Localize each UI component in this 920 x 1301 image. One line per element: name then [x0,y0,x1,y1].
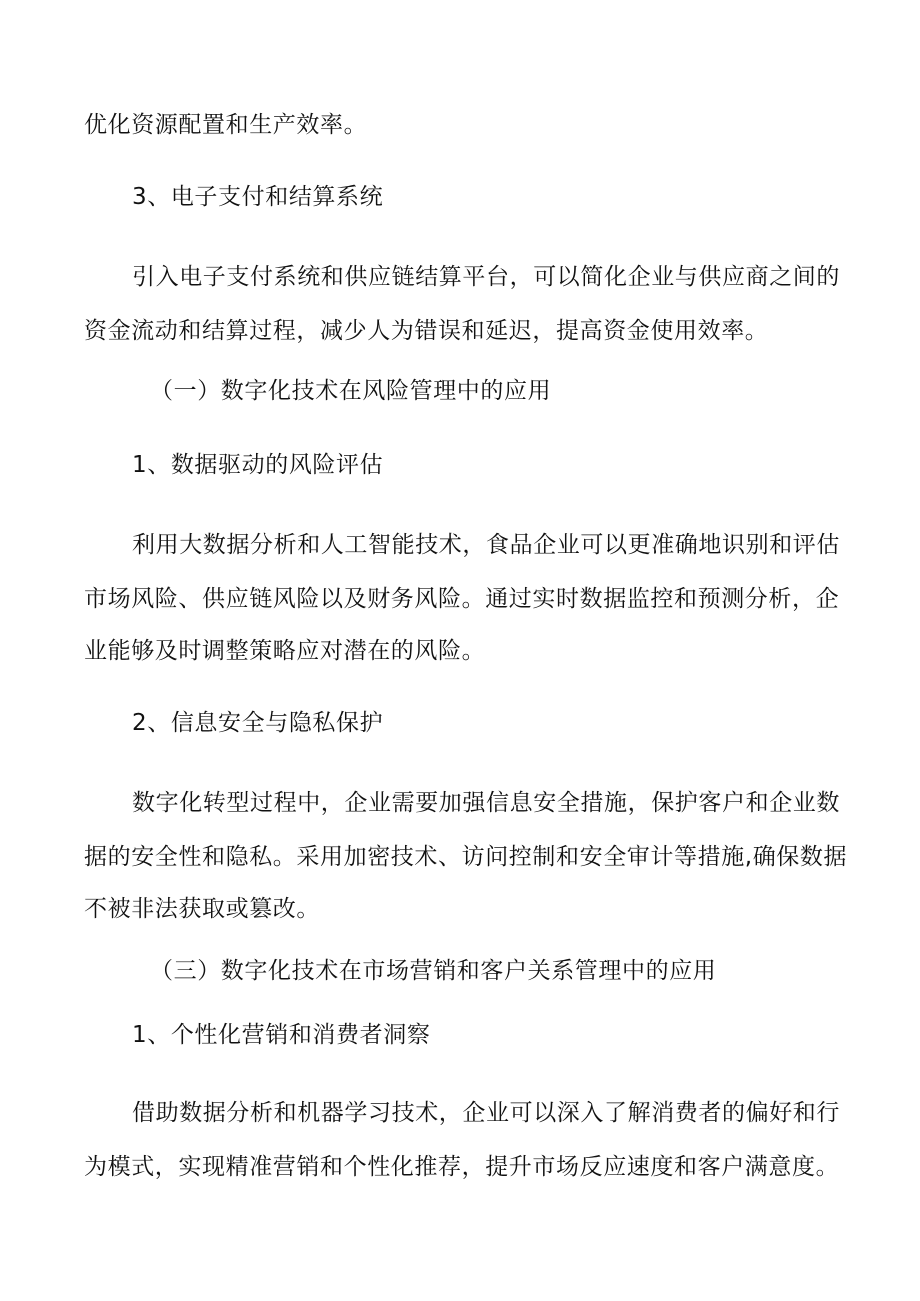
paragraph-line: 据的安全性和隐私。采用加密技术、访问控制和安全审计等措施,确保数据 [84,844,848,870]
paragraph-line: 业能够及时调整策略应对潜在的风险。 [84,638,486,664]
paragraph-line: 借助数据分析和机器学习技术，企业可以深入了解消费者的偏好和行 [132,1100,840,1126]
paragraph-line: 引入电子支付系统和供应链结算平台，可以简化企业与供应商之间的 [132,264,840,290]
paragraph-line: 资金流动和结算过程，减少人为错误和延迟，提高资金使用效率。 [84,318,769,344]
paragraph-line: 市场风险、供应链风险以及财务风险。通过实时数据监控和预测分析，企 [84,586,840,612]
paragraph-line: 数字化转型过程中，企业需要加强信息安全措施，保护客户和企业数 [132,790,840,816]
heading-electronic-payment: 3、电子支付和结算系统 [132,184,384,210]
section-heading-marketing-crm: （三）数字化技术在市场营销和客户关系管理中的应用 [150,958,717,984]
heading-info-security: 2、信息安全与隐私保护 [132,710,384,736]
heading-personalized-marketing: 1、个性化营销和消费者洞察 [132,1022,431,1048]
heading-risk-assessment: 1、数据驱动的风险评估 [132,452,384,478]
section-heading-risk-management: （一）数字化技术在风险管理中的应用 [150,378,552,404]
paragraph-line: 利用大数据分析和人工智能技术，食品企业可以更准确地识别和评估 [132,532,840,558]
paragraph-line: 为模式，实现精准营销和个性化推荐，提升市场反应速度和客户满意度。 [84,1154,840,1180]
paragraph-tail-line: 优化资源配置和生产效率。 [84,112,368,138]
paragraph-line: 不被非法获取或篡改。 [84,896,320,922]
